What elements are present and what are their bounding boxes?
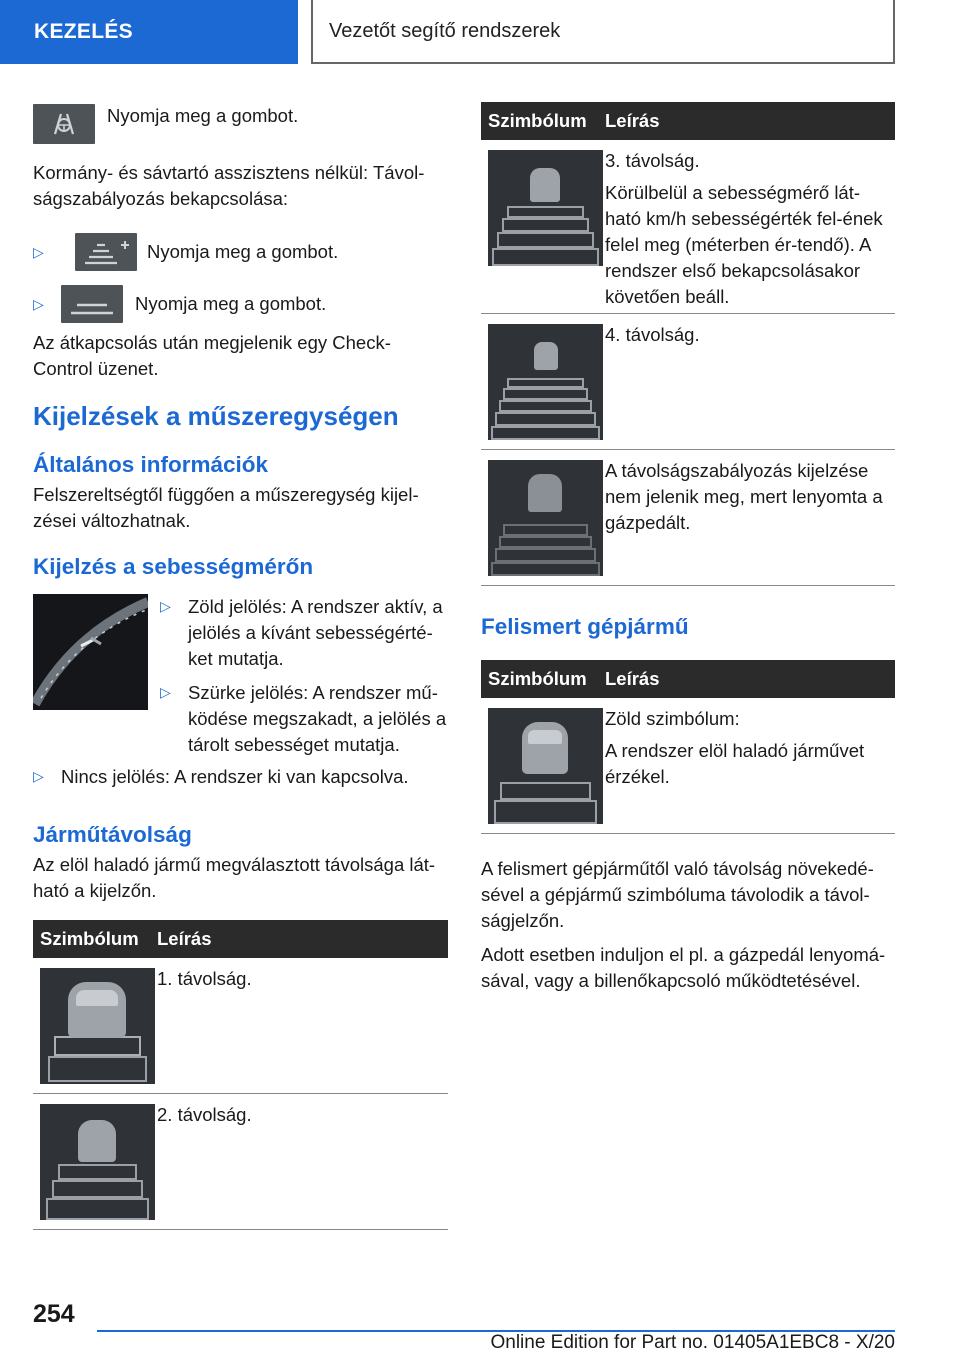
bullet-green: Zöld jelölés: A rendszer aktív, a jelölés a kívánt sebességérté-ket mutatja. [188, 596, 443, 669]
row-desc: 1. távolság. [157, 968, 252, 989]
row-desc: Körülbelül a sebességmérő lát-ható km/h sebességérték fel-ének felel meg (méterben ér-tendő). A rendszer első bekapcsolásakor követően beáll. [605, 182, 883, 307]
bullet-none: Nincs jelölés: A rendszer ki van kapcsolva. [61, 766, 409, 787]
steering-assist-button-icon [33, 104, 95, 144]
heading-general: Általános információk [33, 452, 269, 477]
heading-vehicle: Felismert gépjármű [481, 614, 689, 639]
row-desc: 4. távolság. [605, 324, 700, 345]
distance-hidden-image [481, 450, 605, 585]
edition-text: Online Edition for Part no. 01405A1EBC8 - X/20 [490, 1332, 895, 1353]
step-2-text: Nyomja meg a gombot. [135, 293, 327, 314]
right-column [481, 102, 895, 994]
table-row [481, 314, 895, 450]
distance-4-image [481, 314, 605, 449]
press-button-text: Nyomja meg a gombot. [107, 105, 299, 126]
table-row [481, 140, 895, 314]
section-tab: KEZELÉS [0, 0, 298, 64]
press-button-row [33, 102, 448, 146]
para-no-steering: Kormány- és sávtartó asszisztens nélkül: Távol-ságszabályozás bekapcsolása: [33, 162, 425, 209]
step-1-text: Nyomja meg a gombot. [147, 241, 339, 262]
table-row [481, 698, 895, 834]
distance-3-image [481, 140, 605, 313]
row-desc: 2. távolság. [157, 1104, 252, 1125]
table-row [481, 450, 895, 586]
row-desc: A távolságszabályozás kijelzése nem jelenik meg, mert lenyomta a gázpedált. [605, 460, 883, 533]
col-description: Leírás [157, 928, 212, 949]
col-symbol: Szimbólum [488, 110, 587, 131]
table-row [33, 958, 448, 1094]
heading-speedometer: Kijelzés a sebességmérőn [33, 554, 314, 579]
table-header [481, 102, 895, 140]
row-desc: A rendszer elöl haladó járművet érzékel. [605, 740, 865, 787]
heading-distance: Járműtávolság [33, 822, 192, 847]
triangle-bullet-icon: ▷ [33, 295, 44, 312]
col-symbol: Szimbólum [40, 928, 139, 949]
para-check-control: Az átkapcsolás után megjelenik egy Check-Control üzenet. [33, 332, 391, 379]
distance-minus-button-icon [61, 285, 123, 323]
page-number: 254 [33, 1300, 75, 1328]
bullet-grey: Szürke jelölés: A rendszer mű-ködése megszakadt, a jelölés a tárolt sebességet mutatja. [188, 682, 447, 755]
distance-table [33, 920, 448, 1230]
step-1 [33, 228, 448, 276]
bullet-item [160, 680, 448, 758]
detected-vehicle-image [481, 698, 605, 833]
distance-table-cont [481, 102, 895, 586]
distance-2-image [33, 1094, 157, 1229]
row-title: Zöld szimbólum: [605, 708, 740, 729]
vehicle-table [481, 660, 895, 834]
speedometer-bullets [160, 594, 448, 758]
vehicle-para-1: A felismert gépjárműtől való távolság növekedé-sével a gépjármű szimbóluma távolodik a távol-ságjelzőn. [481, 858, 874, 931]
triangle-bullet-icon: ▷ [160, 598, 171, 614]
bullet-item [160, 594, 448, 672]
distance-plus-button-icon [75, 233, 137, 271]
triangle-bullet-icon: ▷ [33, 768, 44, 784]
heading-display: Kijelzések a műszeregységen [33, 401, 399, 431]
bullet-item [33, 764, 448, 790]
left-column [33, 102, 448, 1230]
step-2 [33, 280, 448, 328]
table-header [481, 660, 895, 698]
vehicle-para-2: Adott esetben induljon el pl. a gázpedál lenyomá-sával, vagy a billenőkapcsoló működtetésével. [481, 944, 886, 991]
row-title: 3. távolság. [605, 150, 700, 171]
speedometer-block [33, 594, 448, 758]
col-description: Leírás [605, 668, 660, 689]
general-text: Felszereltségtől függően a műszeregység kijel-zései változhatnak. [33, 484, 419, 531]
col-description: Leírás [605, 110, 660, 131]
triangle-bullet-icon: ▷ [33, 243, 44, 260]
table-row [33, 1094, 448, 1230]
triangle-bullet-icon: ▷ [160, 684, 171, 700]
col-symbol: Szimbólum [488, 668, 587, 689]
chapter-title: Vezetőt segítő rendszerek [311, 0, 895, 64]
table-header [33, 920, 448, 958]
speedometer-image [33, 594, 148, 710]
distance-text: Az elöl haladó jármű megválasztott távolsága lát-ható a kijelzőn. [33, 854, 436, 901]
distance-1-image [33, 958, 157, 1093]
